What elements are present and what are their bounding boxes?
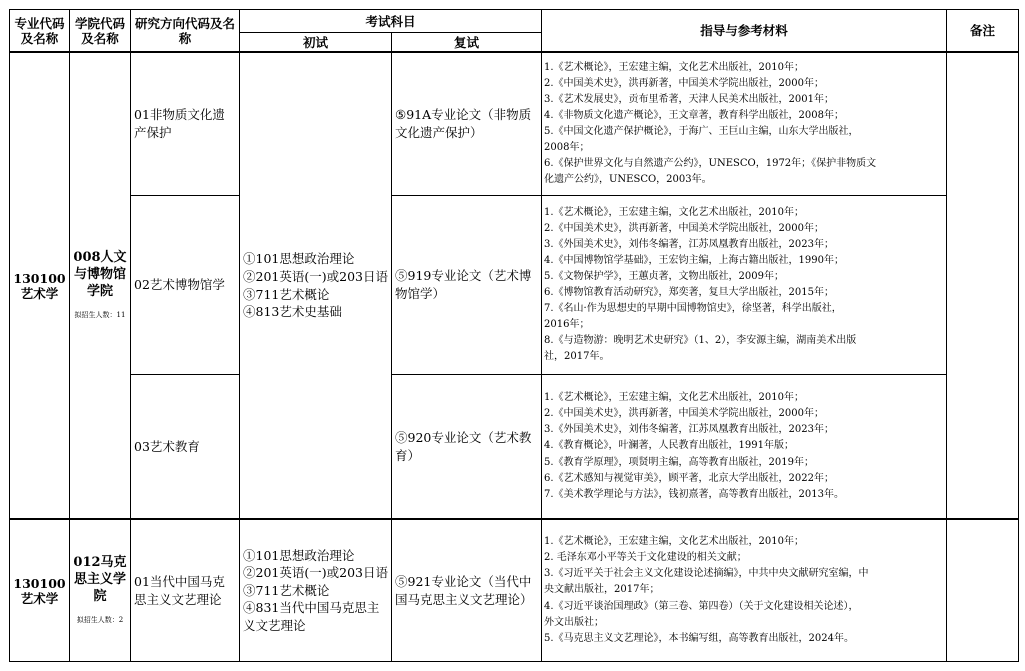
ref-line: 2.《中国美术史》，洪再新著，中国美术学院出版社，2000年； [544,408,824,420]
refs-cell-3 [542,375,946,518]
ref-line: 2.《中国美术史》，洪再新著，中国美术学院出版社，2000年； [544,77,824,89]
header-major: 专业代码及名称 [14,15,65,46]
refs-cell-4 [542,520,946,661]
initial-subject: ④813艺术史基础 [243,304,342,320]
ref-line: 7.《美术教学理论与方法》，钱初熹著，高等教育出版社，2013年。 [544,488,844,500]
ref-line: 6.《艺术感知与视觉审美》，顾平著，北京大学出版社，2022年； [544,472,834,484]
enrollment-count: 拟招生人数：2 [76,615,124,624]
ref-line: 4.《中国博物馆学基础》，王宏钧主编，上海古籍出版社，1990年； [544,254,844,266]
refs-cell-2 [542,196,946,374]
ref-line: 社，2017年。 [544,351,610,363]
ref-line: 外文出版社； [544,616,604,628]
direction-cell-1: 01非物质文化遗产保护 [134,107,225,140]
header-initial: 初试 [302,34,328,50]
header-exam: 考试科目 [365,13,416,29]
retest-cell-4: ⑤921专业论文（当代中国马克思主义文艺理论） [395,573,533,607]
college-cell: 008人文与博物馆学院 拟招生人数：11 [70,53,130,518]
retest-cell-1: ⑤91A专业论文（非物质文化遗产保护） [395,107,532,140]
ref-line: 4.《教育概论》，叶澜著，人民教育出版社，1991年版； [544,440,794,452]
ref-line: 7.《名山·作为思想史的早期中国博物馆史》，徐坚著，科学出版社， [544,303,842,315]
ref-line: 3.《习近平关于社会主义文化建设论述摘编》，中共中央文献研究室编，中 [544,568,869,580]
ref-line: 央文献出版社，2017年； [544,584,660,596]
direction-cell-4: 01当代中国马克思主义文艺理论 [134,573,225,607]
ref-line: 5.《文物保护学》，王蕙贞著，文物出版社，2009年； [544,270,784,282]
ref-line: 3.《艺术发展史》，贡布里希著，天津人民美术出版社，2001年； [544,93,834,105]
ref-line: 2. 毛泽东邓小平等关于文化建设的相关文献； [544,552,747,564]
header-direction: 研究方向代码及名称 [135,15,236,46]
initial-subject: ④831当代中国马克思主义文艺理论 [243,600,380,633]
ref-line: 2.《中国美术史》，洪再新著，中国美术学院出版社，2000年； [544,222,824,234]
ref-line: 1.《艺术概论》，王宏建主编，文化艺术出版社，2010年； [544,392,804,404]
ref-line: 5.《教育学原理》，项贤明主编，高等教育出版社，2019年； [544,456,814,468]
header-notes: 备注 [969,23,995,38]
college-cell: 012马克思主义学院 拟招生人数：2 [70,520,130,661]
initial-subject: ②201英语(一)或203日语 [243,565,388,581]
ref-line: 2008年； [544,142,590,154]
retest-cell-3: ⑤920专业论文（艺术教育） [395,429,532,463]
ref-line: 2016年； [544,319,590,331]
initial-subjects-cell [240,53,391,518]
ref-line: 3.《外国美术史》，刘伟冬编著，江苏凤凰教育出版社，2023年； [544,238,834,250]
ref-line: 5.《马克思主义文艺理论》，本书编写组，高等教育出版社，2024年。 [544,632,854,644]
refs-cell-1 [542,53,946,195]
direction-cell-2: 02艺术博物馆学 [134,277,225,293]
ref-line: 3.《外国美术史》，刘伟冬编著，江苏凤凰教育出版社，2023年； [544,424,834,436]
initial-subject: ①101思想政治理论 [243,547,355,563]
ref-line: 化遗产公约》，UNESCO，2003年。 [544,174,712,186]
ref-line: 6.《博物馆教育活动研究》，郑奕著，复旦大学出版社，2015年； [544,287,834,298]
ref-line: 1.《艺术概论》，王宏建主编，文化艺术出版社，2010年； [544,61,804,73]
header-retest: 复试 [453,34,479,50]
ref-line: 1.《艺术概论》，王宏建主编，文化艺术出版社，2010年； [544,536,804,548]
initial-subjects-cell [240,520,391,661]
major-cell: 130100艺术学 [13,270,66,301]
initial-subject: ③711艺术概论 [243,582,330,598]
initial-subject: ①101思想政治理论 [243,251,355,267]
initial-subject: ②201英语(一)或203日语 [243,268,388,284]
direction-cell-3: 03艺术教育 [134,438,200,454]
ref-line: 6.《保护世界文化与自然遗产公约》，UNESCO，1972年；《保护非物质文 [544,158,877,170]
ref-line: 8.《与造物游：晚明艺术史研究》（1、2），李安源主编，湖南美术出版 [544,335,857,347]
ref-line: 5.《中国文化遗产保护概论》，于海广、王巨山主编，山东大学出版社， [544,126,859,137]
major-cell: 130100艺术学 [13,575,66,606]
retest-cell-2: ⑤919专业论文（艺术博物馆学） [395,268,532,301]
initial-subject: ③711艺术概论 [243,286,330,302]
ref-line: 4.《习近平谈治国理政》（第三卷、第四卷）（关于文化建设相关论述）， [544,600,859,612]
enrollment-count: 拟招生人数：11 [74,310,126,319]
header-refs: 指导与参考材料 [700,23,788,38]
ref-line: 4.《非物质文化遗产概论》，王文章著，教育科学出版社，2008年； [544,109,844,121]
ref-line: 1.《艺术概论》，王宏建主编，文化艺术出版社，2010年； [544,206,804,218]
header-college: 学院代码及名称 [74,15,125,46]
